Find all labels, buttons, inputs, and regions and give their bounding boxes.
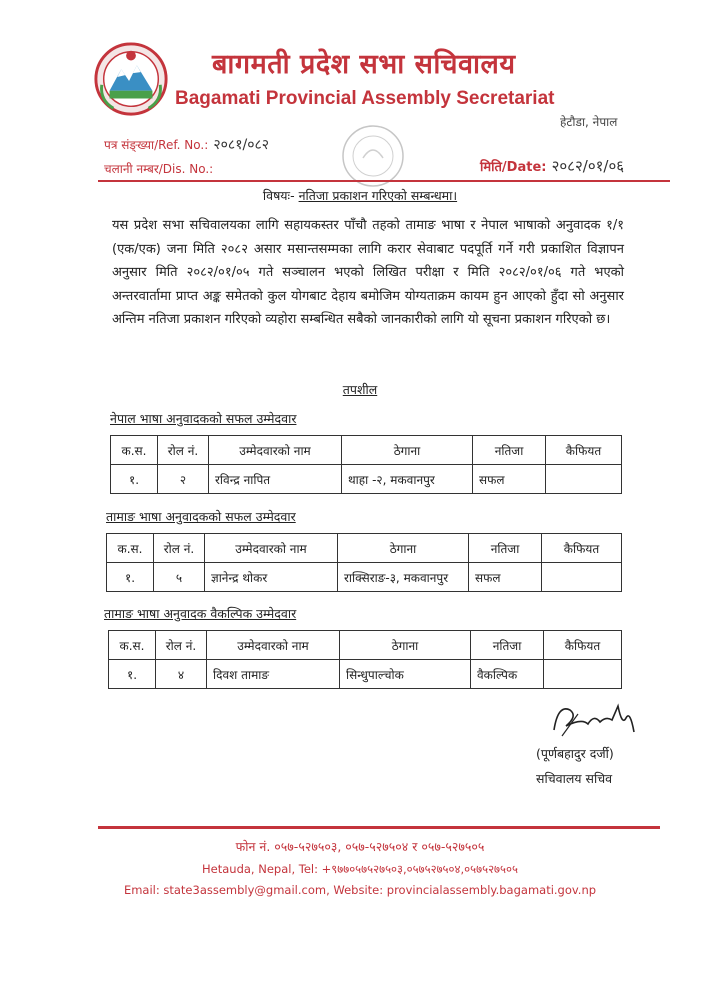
header-divider	[98, 180, 670, 182]
header-cell: क.स.	[107, 534, 154, 563]
header-cell: क.स.	[111, 436, 158, 465]
ref-number	[104, 134, 269, 154]
cell-result: वैकल्पिक	[471, 660, 544, 689]
nepal-emblem-icon	[92, 40, 170, 118]
table-row	[111, 465, 622, 494]
section-title: नेपाल भाषा अनुवादकको सफल उम्मेदवार	[110, 411, 297, 426]
cell-sn: १.	[107, 563, 154, 592]
cell-roll: २	[158, 465, 209, 494]
header-cell: रोल नं.	[156, 631, 207, 660]
cell-result: सफल	[473, 465, 546, 494]
details-heading: तपशील	[342, 382, 378, 397]
cell-remarks	[546, 465, 622, 494]
header-cell: उम्मेदवारको नाम	[207, 631, 340, 660]
header-cell: रोल नं.	[158, 436, 209, 465]
footer-divider	[98, 826, 660, 829]
header-place: हेटौडा, नेपाल	[560, 115, 618, 129]
ref-value: २०८१/०८२	[213, 137, 270, 153]
cell-address: सिन्धुपाल्चोक	[340, 660, 471, 689]
header-cell: क.स.	[109, 631, 156, 660]
header-cell: कैफियत	[544, 631, 622, 660]
subject-text: नतिजा प्रकाशन गरिएको सम्बन्धमा।	[298, 188, 458, 203]
cell-name: दिवश तामाङ	[207, 660, 340, 689]
cell-remarks	[544, 660, 622, 689]
cell-name: रविन्द्र नापित	[209, 465, 342, 494]
footer-phone: फोन नं. ०५७-५२७५०३, ०५७-५२७५०४ र ०५७-५२७५०५	[235, 839, 485, 854]
cell-result: सफल	[469, 563, 542, 592]
table-header-row	[109, 631, 622, 660]
section-title: तामाङ भाषा अनुवादक वैकल्पिक उम्मेदवार	[104, 606, 297, 621]
header-cell: उम्मेदवारको नाम	[205, 534, 338, 563]
cell-roll: ४	[156, 660, 207, 689]
cell-roll: ५	[154, 563, 205, 592]
header-cell: कैफियत	[542, 534, 622, 563]
signatory-name: (पूर्णबहादुर दर्जी)	[536, 746, 614, 761]
table-header-row	[111, 436, 622, 465]
header-cell: नतिजा	[473, 436, 546, 465]
header-title-english: Bagamati Provincial Assembly Secretariat	[175, 88, 555, 109]
header-cell: ठेगाना	[338, 534, 469, 563]
subject-label: विषयः-	[262, 188, 295, 203]
signature-icon	[548, 696, 640, 744]
cell-address: राक्सिराङ-३, मकवानपुर	[338, 563, 469, 592]
results-table	[110, 435, 622, 494]
cell-name: ज्ञानेन्द्र थोकर	[205, 563, 338, 592]
footer-address: Hetauda, Nepal, Tel: +९७७०५७५२७५०३,०५७५२७५०४,०५७५२७५०५	[202, 862, 518, 876]
subject-line	[0, 187, 720, 204]
dispatch-label: चलानी नम्बर/Dis. No.:	[104, 162, 214, 176]
date-value: २०८२/०१/०६	[551, 157, 625, 175]
results-table	[106, 533, 622, 592]
header-cell: कैफियत	[546, 436, 622, 465]
cell-sn: १.	[111, 465, 158, 494]
signatory-title: सचिवालय सचिव	[536, 771, 613, 786]
body-paragraph: यस प्रदेश सभा सचिवालयका लागि सहायकस्तर पाँचौ तहको तामाङ भाषा र नेपाल भाषाको अनुवादक १/१ (एक/एक) जना मिति २०८२ असार मसान्तसम्मका लागि करार सेवाबाट पदपूर्ति गर्ने गरी प्रकाशित विज्ञापन अनुसार मिति २०८२/०१/०५ गते सञ्चालन भएको लिखित परीक्षा र मिति २०८२/०१/०६ गते भएको अन्तरवार्तामा प्राप्त अङ्क समेतको कुल योगबाट देहाय बमोजिम योग्यताक्रम कायम हुन आएको हुँदा सो अनुसार अन्तिम नतिजा प्रकाशन गरिएको व्यहोरा सम्बन्धित सबैको जानकारीको लागि यो सूचना प्रकाशन गरिएको छ।	[112, 218, 624, 327]
cell-address: थाहा -२, मकवानपुर	[342, 465, 473, 494]
header-cell: ठेगाना	[340, 631, 471, 660]
header-cell: उम्मेदवारको नाम	[209, 436, 342, 465]
letter-date	[480, 156, 624, 176]
section-title: तामाङ भाषा अनुवादकको सफल उम्मेदवार	[106, 509, 296, 524]
footer-contact: Email: state3assembly@gmail.com, Website: provincialassembly.bagamati.gov.np	[123, 883, 597, 897]
table-row	[109, 660, 622, 689]
ref-label: पत्र संङ्ख्या/Ref. No.:	[104, 138, 209, 152]
table-header-row	[107, 534, 622, 563]
table-row	[107, 563, 622, 592]
results-table	[108, 630, 622, 689]
cell-remarks	[542, 563, 622, 592]
header-title-nepali: बागमती प्रदेश सभा सचिवालय	[212, 49, 516, 80]
header-cell: रोल नं.	[154, 534, 205, 563]
date-label: मिति/Date:	[480, 160, 547, 175]
header-cell: नतिजा	[469, 534, 542, 563]
office-stamp-icon	[330, 118, 416, 198]
header-cell: नतिजा	[471, 631, 544, 660]
header-cell: ठेगाना	[342, 436, 473, 465]
cell-sn: १.	[109, 660, 156, 689]
